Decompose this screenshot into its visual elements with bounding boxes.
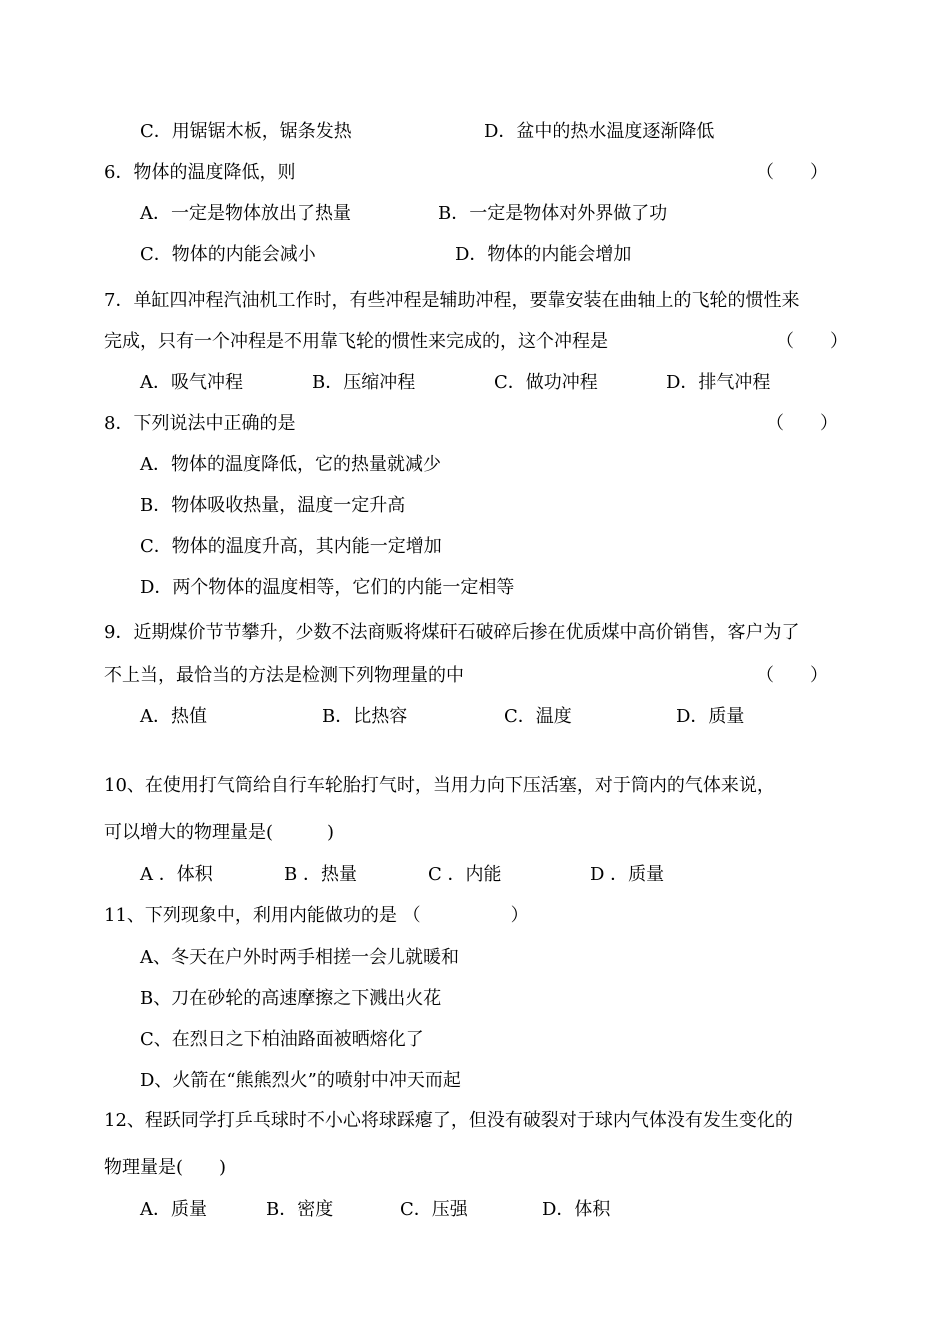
q7-option-d: D．排气冲程: [666, 372, 771, 393]
q7-option-c: C．做功冲程: [494, 372, 598, 393]
q6-option-a: A．一定是物体放出了热量: [140, 203, 351, 224]
q11-option-a: A、冬天在户外时两手相搓一会儿就暖和: [140, 947, 459, 968]
q7-stem-line2: 完成，只有一个冲程是不用靠飞轮的惯性来完成的，这个冲程是: [104, 331, 608, 352]
q7-option-b: B．压缩冲程: [312, 372, 416, 393]
q7-stem-line1: 7．单缸四冲程汽油机工作时，有些冲程是辅助冲程，要靠安装在曲轴上的飞轮的惯性来: [104, 290, 800, 311]
q11-stem: 11、下列现象中，利用内能做功的是 （ ）: [104, 905, 529, 926]
q8-option-d: D．两个物体的温度相等，它们的内能一定相等: [140, 577, 515, 598]
q10-option-d: D ．质量: [590, 864, 665, 885]
q10-stem-line2: 可以增大的物理量是( ): [104, 822, 335, 843]
q7-answer-bracket: （ ）: [776, 331, 848, 352]
q8-answer-bracket: （ ）: [766, 413, 838, 434]
q12-stem-line1: 12、程跃同学打乒乓球时不小心将球踩瘪了，但没有破裂对于球内气体没有发生变化的: [104, 1110, 793, 1131]
q9-stem-line2: 不上当，最恰当的方法是检测下列物理量的中: [104, 665, 464, 686]
q9-answer-bracket: （ ）: [756, 665, 828, 686]
q11-option-d: D、火箭在“熊熊烈火”的喷射中冲天而起: [140, 1070, 461, 1091]
q10-option-c: C ．内能: [428, 864, 502, 885]
q11-option-b: B、刀在砂轮的高速摩擦之下溅出火花: [140, 988, 442, 1009]
q9-stem-line1: 9．近期煤价节节攀升，少数不法商贩将煤矸石破碎后掺在优质煤中高价销售，客户为了: [104, 622, 800, 643]
q5-option-c: C．用锯锯木板，锯条发热: [140, 121, 352, 142]
q12-option-d: D．体积: [542, 1199, 611, 1220]
q6-option-d: D．物体的内能会增加: [455, 244, 632, 265]
q8-stem: 8．下列说法中正确的是: [104, 413, 296, 434]
q6-answer-bracket: （ ）: [756, 162, 828, 183]
q8-option-b: B．物体吸收热量，温度一定升高: [140, 495, 406, 516]
q10-option-a: A ．体积: [140, 864, 213, 885]
q9-option-c: C．温度: [504, 706, 572, 727]
q10-option-b: B ．热量: [284, 864, 357, 885]
q12-option-a: A．质量: [140, 1199, 207, 1220]
q6-option-c: C．物体的内能会减小: [140, 244, 316, 265]
q9-option-b: B．比热容: [322, 706, 408, 727]
q10-stem-line1: 10、在使用打气筒给自行车轮胎打气时，当用力向下压活塞，对于筒内的气体来说，: [104, 775, 775, 796]
q12-option-c: C．压强: [400, 1199, 468, 1220]
q6-option-b: B．一定是物体对外界做了功: [438, 203, 668, 224]
q9-option-d: D．质量: [676, 706, 745, 727]
q5-option-d: D．盆中的热水温度逐渐降低: [484, 121, 715, 142]
q7-option-a: A．吸气冲程: [140, 372, 243, 393]
q8-option-a: A．物体的温度降低，它的热量就减少: [140, 454, 441, 475]
q12-option-b: B．密度: [266, 1199, 334, 1220]
q8-option-c: C．物体的温度升高，其内能一定增加: [140, 536, 442, 557]
q11-option-c: C、在烈日之下柏油路面被晒熔化了: [140, 1029, 424, 1050]
q6-stem: 6．物体的温度降低，则: [104, 162, 296, 183]
q12-stem-line2: 物理量是( ): [104, 1157, 227, 1178]
q9-option-a: A．热值: [140, 706, 207, 727]
